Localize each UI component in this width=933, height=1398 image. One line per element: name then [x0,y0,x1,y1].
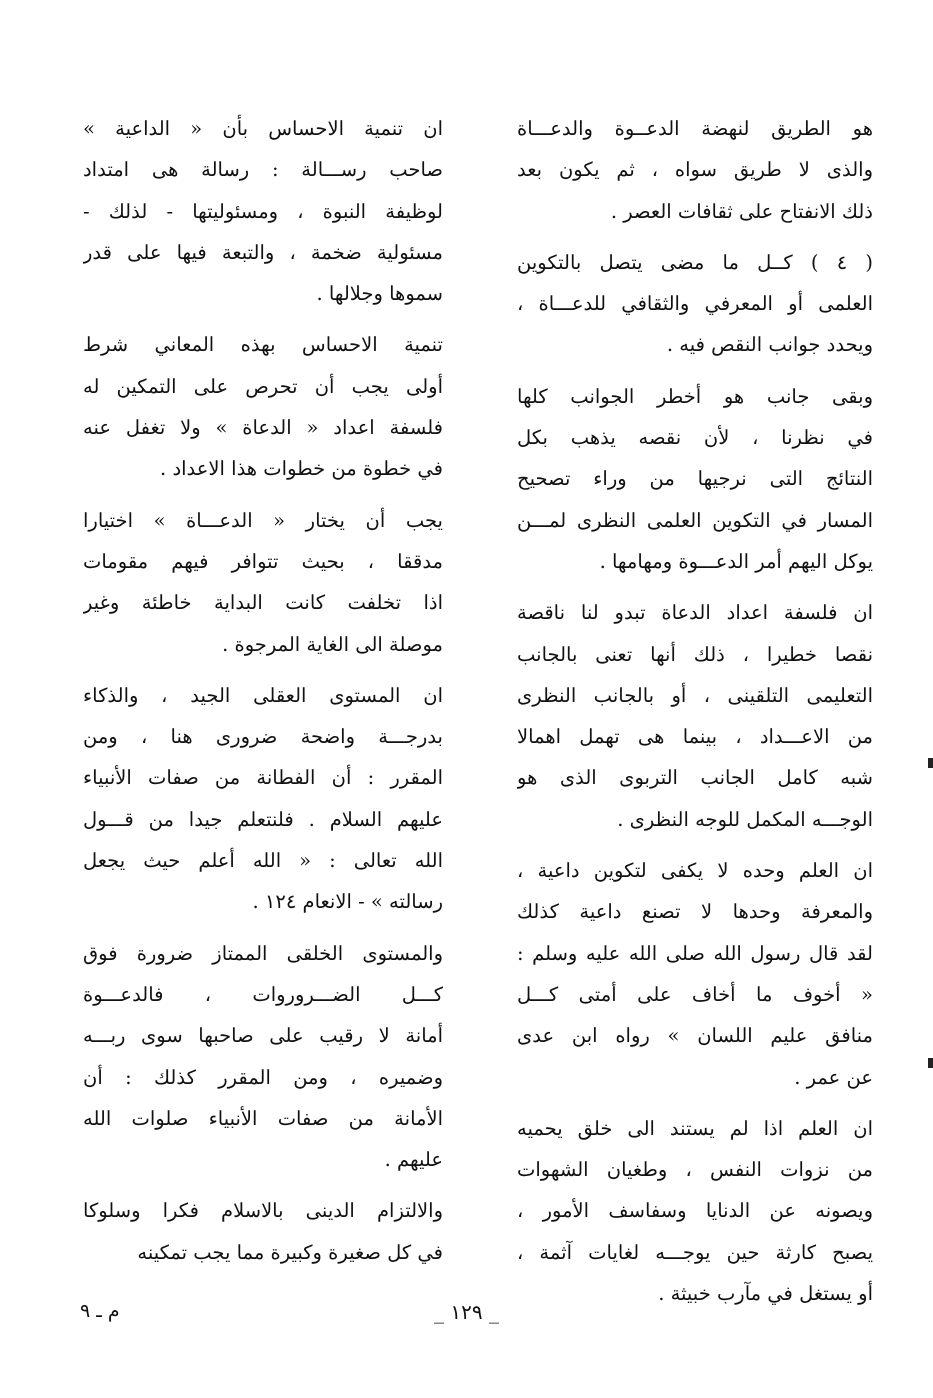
text-line: والالتزام الدينى بالاسلام فكرا وسلوكا [83,1199,443,1223]
text-line: من نزوات النفس ، وطغيان الشهوات [517,1158,873,1182]
text-line: في كل صغيرة وكبيرة مما يجب تمكينه [137,1240,443,1264]
text-line: « أخوف ما أخاف على أمتى كـــل [517,982,873,1006]
paragraph [517,376,873,582]
text-line: لوظيفة النبوة ، ومسئوليتها - لذلك - [83,199,443,223]
text-line: سموها وجلالها . [316,282,443,306]
text-line: بدرجـــة واضحة ضرورى هنا ، ومن [83,725,443,749]
text-line: الأمانة من صفات الأنبياء صلوات الله [83,1106,443,1130]
paragraph [83,933,443,1181]
paragraph [83,675,443,923]
text-line: الله تعالى : « الله أعلم حيث يجعل [83,849,443,873]
text-line: والذى لا طريق سواه ، ثم يكون بعد [517,158,873,182]
text-line: ان العلم اذا لم يستند الى خلق يحميه [517,1116,873,1140]
margin-mark [928,758,933,768]
text-line: مسئولية ضخمة ، والتبعة فيها على قدر [83,240,443,264]
text-line: صاحب رســـالة : رسالة هى امتداد [83,158,443,182]
text-line: والمستوى الخلقى الممتاز ضرورة فوق [83,941,443,965]
left-column [83,108,443,1283]
text-line: وبقى جانب هو أخطر الجوانب كلها [517,384,873,408]
text-line: ان العلم وحده لا يكفى لتكوين داعية ، [517,859,873,883]
text-line: منافق عليم اللسان » رواه ابن عدى [517,1024,873,1048]
margin-mark [928,1058,933,1068]
paragraph [83,324,443,489]
text-line: أو يستغل في مآرب خبيثة . [658,1282,873,1306]
paragraph [517,1108,873,1314]
text-line: العلمى أو المعرفي والثقافي للدعـــاة ، [517,292,873,316]
text-line: والمعرفة وحدها لا تصنع داعية كذلك [517,900,873,924]
text-line: ويحدد جوانب النقص فيه . [666,333,873,357]
text-line: موصلة الى الغاية المرجوة . [222,632,443,656]
text-line: يوكل اليهم أمر الدعـــوة ومهامها . [599,549,873,573]
text-line: هو الطريق لنهضة الدعــوة والدعـــاة [517,117,873,140]
text-line: يصبح كارثة حين يوجـــه لغايات آثمة ، [517,1240,873,1264]
text-line: كـــل الضـــروروات ، فالدعـــوة [83,982,443,1006]
text-line: ذلك الانفتاح على ثقافات العصر . [610,199,873,223]
paragraph [517,850,873,1098]
text-line: في خطوة من خطوات هذا الاعداد . [160,457,443,481]
text-line: ان المستوى العقلى الجيد ، والذكاء [83,683,443,707]
text-line: أولى يجب أن تحرص على التمكين له [83,374,443,398]
text-line: ان فلسفة اعداد الدعاة تبدو لنا ناقصة [517,601,873,625]
text-line: من الاعـــداد ، بينما هى تهمل اهمالا [517,725,873,749]
text-line: شبه كامل الجانب التربوى الذى هو [517,766,873,790]
text-line: أمانة لا رقيب على صاحبها سوى ربـــه [83,1024,443,1048]
paragraph [83,500,443,665]
paragraph [517,242,873,366]
text-line: عن عمر . [794,1065,873,1089]
text-line: نقصا خطيرا ، ذلك أنها تعنى بالجانب [517,642,873,666]
text-line: في نظرنا ، لأن نقصه يذهب بكل [517,426,873,450]
text-line: عليهم السلام . فلنتعلم جيدا من قـــول [83,807,443,831]
text-line: المسار في التكوين العلمى النظرى لمـــن [517,508,873,532]
text-line: لقد قال رسول الله صلى الله عليه وسلم : [517,941,873,965]
text-line: يجب أن يختار « الدعـــاة » اختيارا [83,508,443,532]
paragraph [517,108,873,232]
page-number: _ ١٢٩ _ [434,1300,499,1324]
text-line: وضميره ، ومن المقرر كذلك : أن [83,1065,443,1089]
text-line: رسالته » - الانعام ١٢٤ . [252,890,443,914]
paragraph [517,592,873,840]
text-line: عليهم . [384,1148,443,1172]
text-line: ان تنمية الاحساس بأن « الداعية » [83,117,443,140]
text-line: ( ٤ ) كــل ما مضى يتصل بالتكوين [517,250,873,274]
right-column [517,108,873,1324]
paragraph [83,1190,443,1273]
text-line: اذا تخلفت كانت البداية خاطئة وغير [83,591,443,615]
text-line: ويصونه عن الدنايا وسفاسف الأمور ، [517,1199,873,1223]
signature-mark: م ـ ٩ [80,1300,120,1322]
text-line: فلسفة اعداد « الدعاة » ولا تغفل عنه [83,416,443,440]
text-line: المقرر : أن الفطانة من صفات الأنبياء [83,766,443,790]
text-line: التعليمى التلقينى ، أو بالجانب النظرى [517,683,873,707]
text-line: الوجـــه المكمل للوجه النظرى . [617,807,873,831]
text-line: مدققا ، بحيث تتوافر فيهم مقومات [83,549,443,573]
text-line: تنمية الاحساس بهذه المعاني شرط [83,333,443,357]
paragraph [83,108,443,314]
text-line: النتائج التى نرجيها من وراء تصحيح [517,467,873,491]
